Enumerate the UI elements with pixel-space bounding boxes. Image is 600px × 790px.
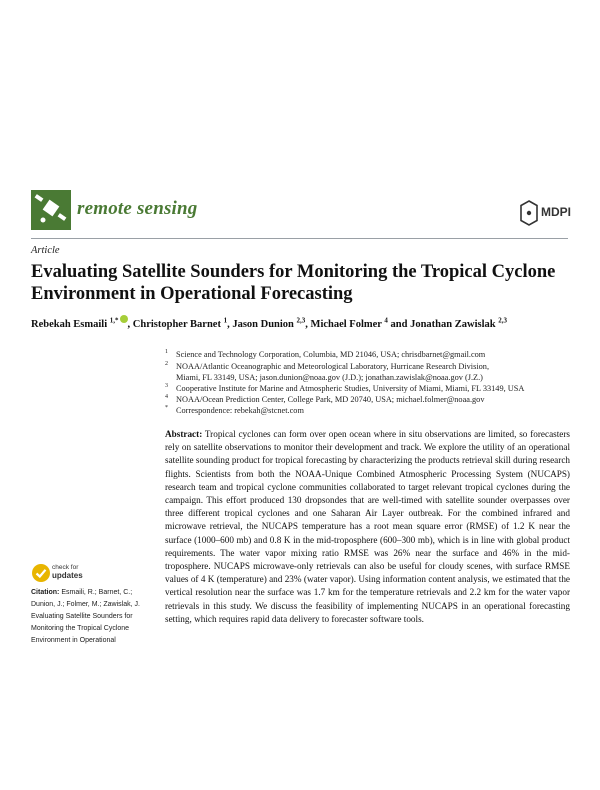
affiliation-2: 2 NOAA/Atlantic Oceanographic and Meteorological Laboratory, Hurricane Research Division, Miami, FL 33149, USA; jason.dunion@noaa.gov (J.D.); jonathan.zawislak@noaa.gov (J.Z.) <box>165 361 490 382</box>
author-list: Rebekah Esmaili $^{1,*}$ , Christopher Barnet $^1$, Jason Dunion $^{2,3}$, Michael Folmer $^4$ and Jonathan Zawislak $^{2,3}$ <box>31 316 507 330</box>
author-name[interactable]: Jonathan Zawislak <box>410 319 496 330</box>
author-affiliation-mark: 2,3 <box>498 316 507 325</box>
orcid-icon[interactable] <box>120 315 128 323</box>
affiliation-4: 4 NOAA/Ocean Prediction Center, College Park, MD 20740, USA; michael.folmer@noaa.gov <box>165 394 485 404</box>
citation-label: Citation: <box>31 589 60 596</box>
correspondence: * Correspondence: rebekah@stcnet.com <box>165 405 304 415</box>
check-for-updates-button[interactable]: check for updates <box>52 564 83 580</box>
citation-box <box>31 587 156 647</box>
affiliation-3: 3 Cooperative Institute for Marine and Atmospheric Studies, University of Miami, Miami, FL 33149, USA <box>165 383 525 393</box>
check-for-updates-icon[interactable] <box>31 563 51 583</box>
satellite-logo-icon <box>31 190 71 230</box>
author-name[interactable]: Rebekah Esmaili <box>31 319 108 330</box>
abstract <box>165 428 570 626</box>
article-type: Article <box>31 245 60 256</box>
abstract-label: Abstract: <box>165 429 203 439</box>
author-affiliation-mark: 4 <box>384 316 388 325</box>
article-title: Evaluating Satellite Sounders for Monitoring the Tropical Cyclone Environment in Operational Forecasting <box>31 262 556 304</box>
author-affiliation-mark: 1 <box>223 316 228 325</box>
abstract-text: Tropical cyclones can form over open ocean where in situ observations are limited, so forecasters rely on satellite observations to monitor their development and track. We explore the utility of an operational satellite sounding product for tropical forecasting by characterizing the products retrieval skill during research flights. Scientists from both the NOAA-Unique Combined Atmospheric Processing System (NUCAPS) research team and tropical cyclone communities collaborated to target relevant tropical cyclones during the campaign. This effort produced 130 dropsondes that are well-timed with satellite sounder overpasses over three different tropical cyclones and one Saharan Air Layer outbreak. For the combined infrared and microwave retrieval, the NUCAPS temperature has a root mean square error (RMSE) of 1.2 K near the surface (1000–600 mb) and 0.8 K in the mid-troposphere (600–300 mb), which is in line with global product requirements. The water vapor mixing ratio RMSE was 26% near the surface and 46% in the mid-troposphere. NUCAPS microwave-only retrievals can also be useful for cloudy scenes, with surface RMSE values of 4 K (temperature) and 23% (water vapor). Using information content analysis, we estimated that the vertical resolution near the surface was 1.7 km for the temperature retrievals and 2.2 km for the water vapor retrievals in this study. We discuss the feasibility of implementing NUCAPS in an operational forecasting setting, which requires rapid data delivery to forecaster software tools. <box>165 429 570 624</box>
author-affiliation-mark: 2,3 <box>296 316 306 325</box>
affiliation-1: 1 Science and Technology Corporation, Columbia, MD 21046, USA; chrisdbarnet@gmail.com <box>165 349 486 359</box>
author-affiliation-mark: 1,* <box>109 316 119 325</box>
author-name[interactable]: Jason Dunion <box>232 319 294 330</box>
header-divider <box>31 238 568 239</box>
publisher-name: MDPI <box>541 205 571 219</box>
journal-name: remote sensing <box>77 198 198 219</box>
author-name[interactable]: Michael Folmer <box>310 319 382 330</box>
citation-text: Esmaili, R.; Barnet, C.; Dunion, J.; Folmer, M.; Zawislak, J. Evaluating Satellite Sounders for Monitoring the Tropical Cyclone Environment in Operational <box>31 589 140 644</box>
author-name[interactable]: Christopher Barnet <box>132 319 221 330</box>
